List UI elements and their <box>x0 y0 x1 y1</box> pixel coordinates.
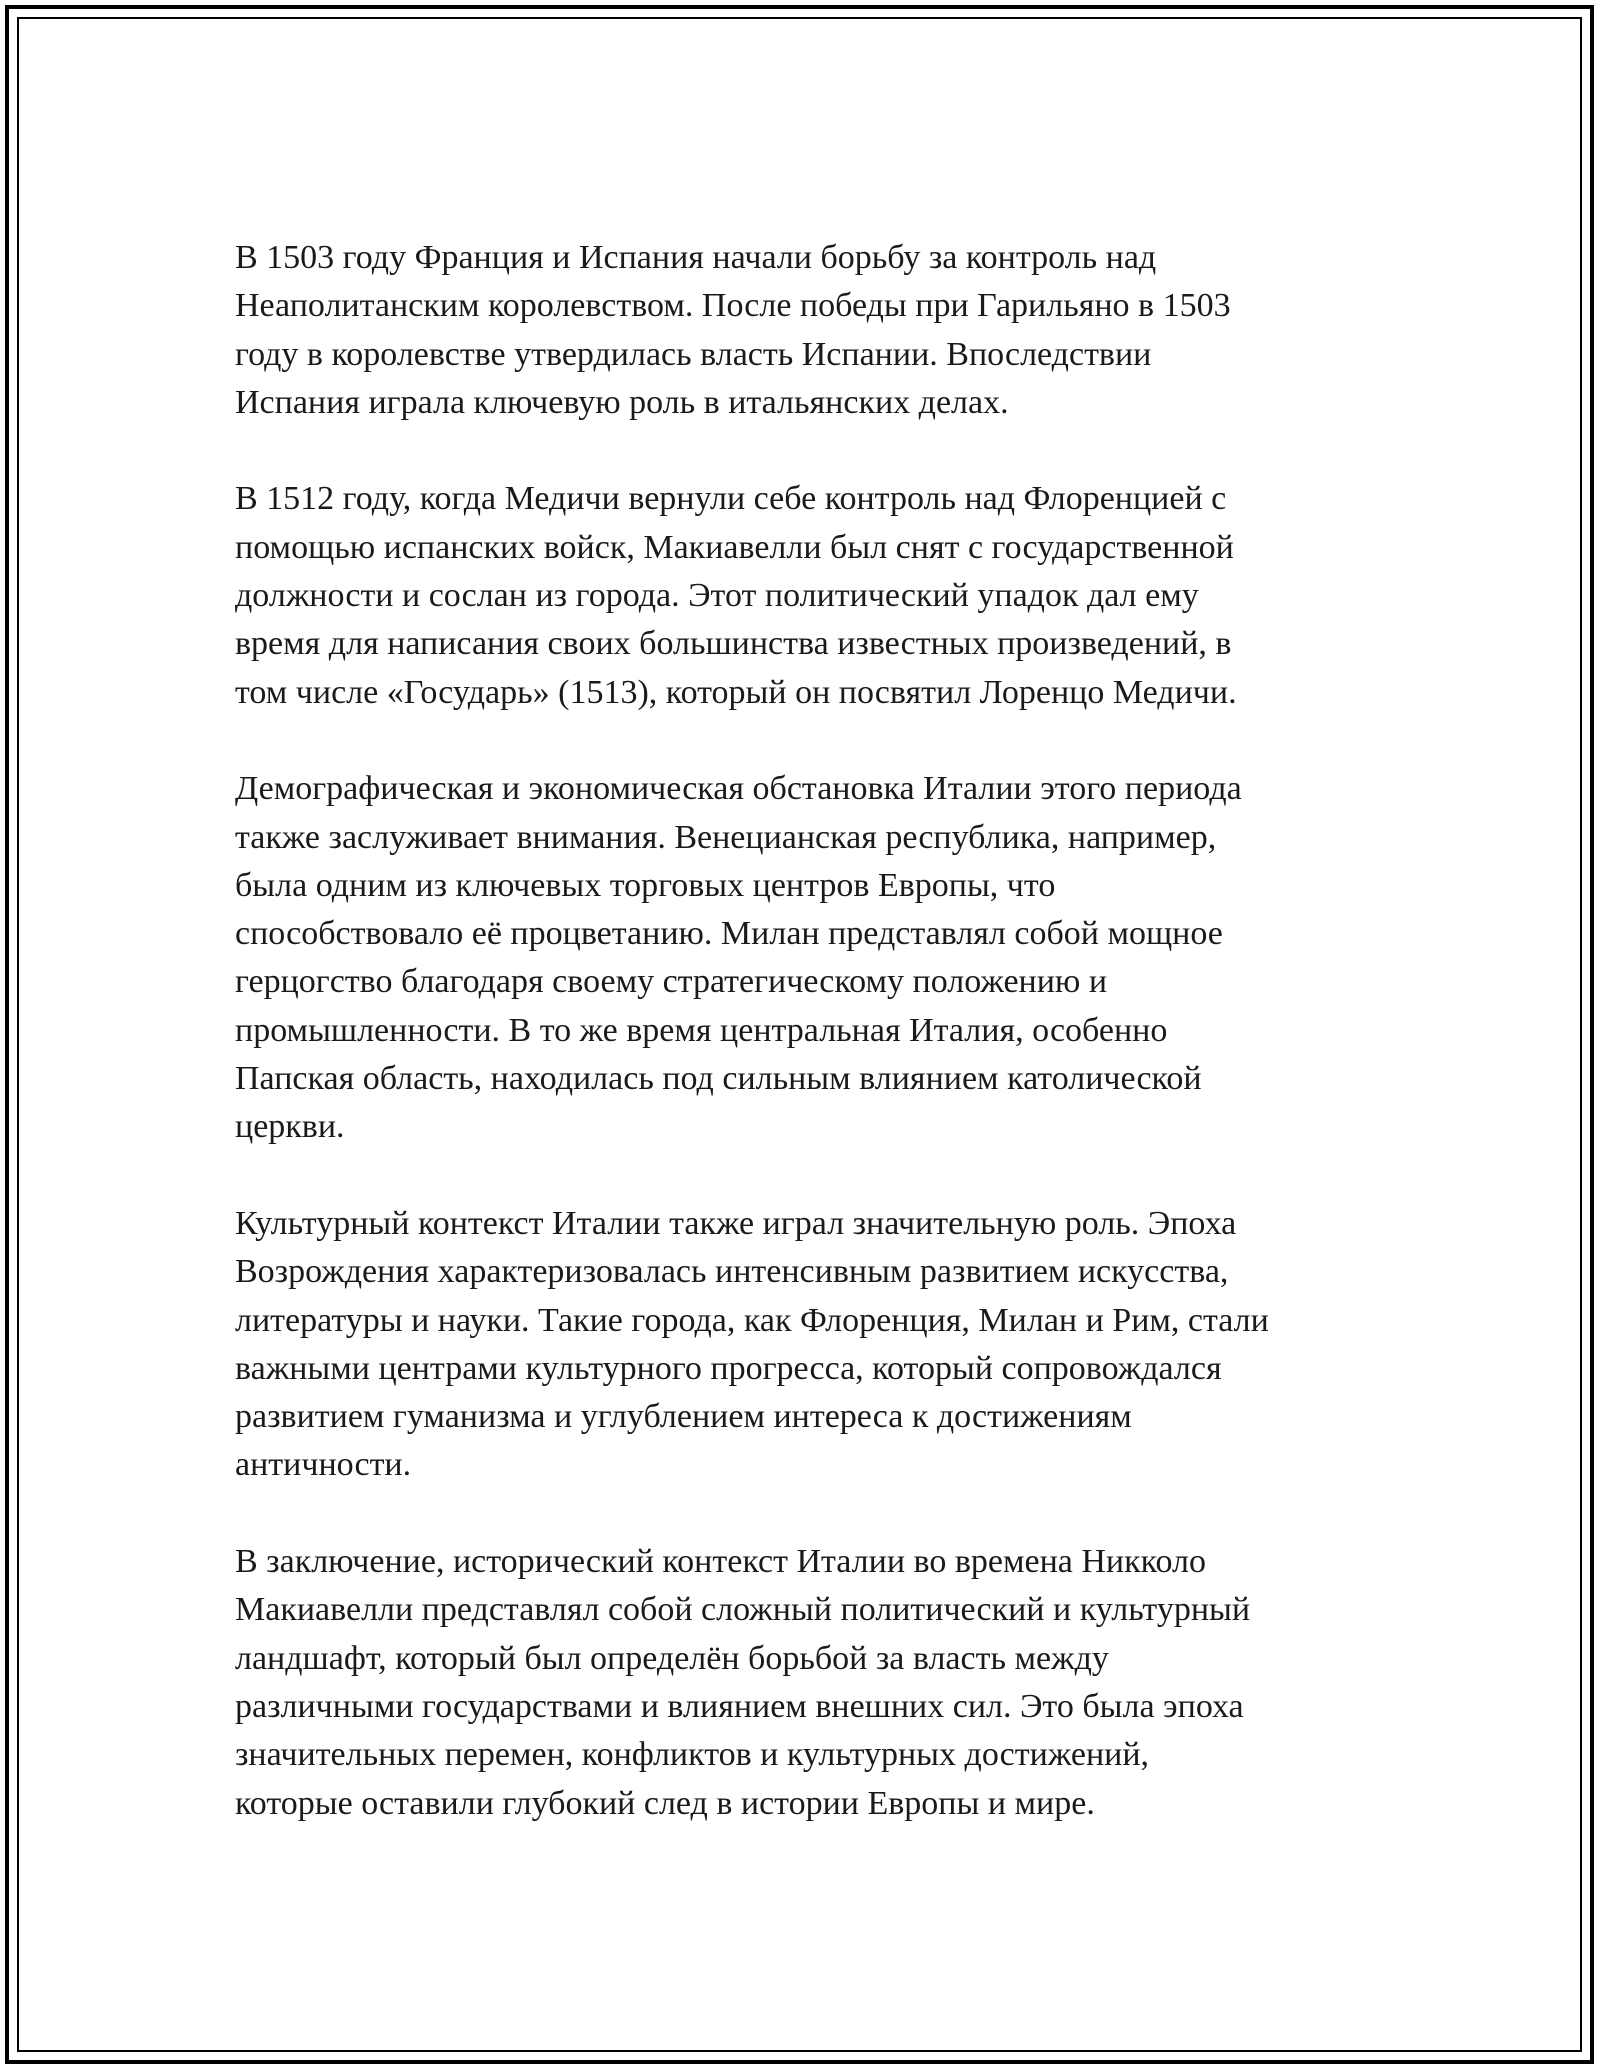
text-line: Неаполитанским королевством. После победы при Гарильяно в 1503 <box>235 287 1231 325</box>
text-line: ландшафт, который был определён борьбой за власть между <box>235 1639 1109 1677</box>
text-line: которые оставили глубокий след в истории Европы и мире. <box>235 1784 1095 1822</box>
text-line: Возрождения характеризовалась интенсивным развитием искусства, <box>235 1253 1229 1291</box>
paragraph-2 <box>235 475 1395 716</box>
text-line: античности. <box>235 1446 412 1484</box>
paragraph-1 <box>235 234 1395 427</box>
text-line: Испания играла ключевую роль в итальянских делах. <box>235 383 1009 421</box>
text-line: была одним из ключевых торговых центров Европы, что <box>235 866 1056 904</box>
text-line: литературы и науки. Такие города, как Флоренция, Милан и Рим, стали <box>235 1301 1269 1339</box>
text-line: В 1512 году, когда Медичи вернули себе контроль над Флоренцией с <box>235 480 1227 518</box>
text-line: развитием гуманизма и углублением интереса к достижениям <box>235 1398 1132 1436</box>
text-line: церкви. <box>235 1108 345 1146</box>
text-line: В заключение, исторический контекст Италии во времена Никколо <box>235 1543 1206 1581</box>
text-line: время для написания своих большинства известных произведений, в <box>235 625 1232 663</box>
text-line: Макиавелли представлял собой сложный политический и культурный <box>235 1591 1251 1629</box>
paragraph-4 <box>235 1200 1395 1490</box>
text-line: Папская область, находилась под сильным влиянием католической <box>235 1060 1202 1098</box>
paragraph-3 <box>235 765 1395 1151</box>
paragraph-5 <box>235 1538 1395 1828</box>
text-line: Культурный контекст Италии также играл значительную роль. Эпоха <box>235 1204 1237 1242</box>
text-line: значительных перемен, конфликтов и культурных достижений, <box>235 1736 1150 1774</box>
text-line: способствовало её процветанию. Милан представлял собой мощное <box>235 915 1223 953</box>
text-line: различными государствами и влиянием внешних сил. Это была эпоха <box>235 1687 1244 1725</box>
text-line: герцогство благодаря своему стратегическому положению и <box>235 963 1108 1001</box>
text-line: промышленности. В то же время центральная Италия, особенно <box>235 1011 1168 1049</box>
text-line: помощью испанских войск, Макиавелли был снят с государственной <box>235 528 1234 566</box>
text-line: важными центрами культурного прогресса, который сопровождался <box>235 1349 1222 1387</box>
text-line: должности и сослан из города. Этот политический упадок дал ему <box>235 577 1199 615</box>
text-line: также заслуживает внимания. Венецианская республика, например, <box>235 818 1217 856</box>
text-line: том числе «Государь» (1513), который он посвятил Лоренцо Медичи. <box>235 673 1237 711</box>
text-line: В 1503 году Франция и Испания начали борьбу за контроль над <box>235 239 1157 276</box>
document-body <box>235 234 1395 1828</box>
text-line: Демографическая и экономическая обстановка Италии этого периода <box>235 770 1242 808</box>
text-line: году в королевстве утвердилась власть Испании. Впоследствии <box>235 335 1152 373</box>
